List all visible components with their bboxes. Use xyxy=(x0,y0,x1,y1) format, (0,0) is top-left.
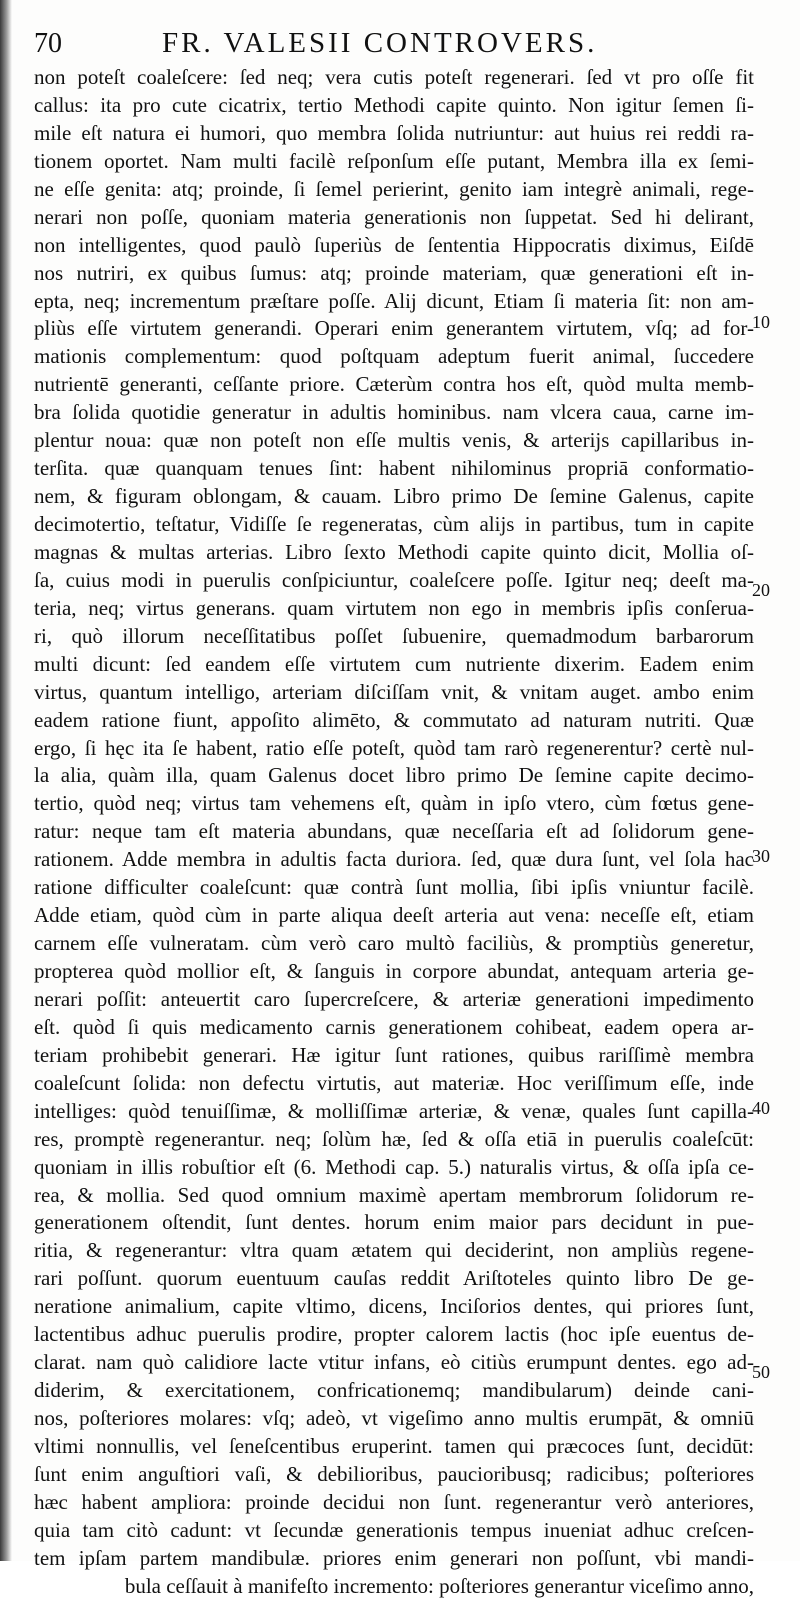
text-line: clarat. nam quò calidiore lacte vtitur infans, eò citiùs erumpunt dentes. ego ad- xyxy=(34,1350,754,1375)
text-line: ſunt enim anguſtiori vaſi, & debilioribus, paucioribusq; radicibus; poſteriores xyxy=(34,1461,754,1486)
text-line: teria, neq; virtus generans. quam virtutem non ego in membris ipſis conſerua- xyxy=(34,595,754,620)
text-line: plentur noua: quæ non poteſt non eſſe multis venis, & arterijs capillaribus in- xyxy=(34,428,754,453)
text-line: nos nutriri, ex quibus ſumus: atq; proinde materiam, quæ generationi eſt in- xyxy=(34,260,754,285)
text-line: carnem eſſe vulneratam. cùm verò caro multò faciliùs, & promptiùs generetur, xyxy=(34,931,754,956)
text-line: Adde etiam, quòd cùm in parte aliqua deeſt arteria aut vena: neceſſe eſt, etiam xyxy=(34,903,754,928)
text-line: nerari non poſſe, quoniam materia generationis non ſuppetat. Sed hi delirant, xyxy=(34,204,754,229)
text-line: pliùs eſſe virtutem generandi. Operari enim generantem virtutem, vſq; ad for- xyxy=(34,316,754,341)
text-line: nutrientē generanti, ceſſante priore. Cæterùm contra hos eſt, quòd multa memb- xyxy=(34,372,754,397)
text-line: diderim, & exercitationem, confricationemq; mandibularum) deinde cani- xyxy=(34,1378,754,1403)
text-line: rari poſſunt. quorum euentuum cauſas reddit Ariſtoteles quinto libro De ge- xyxy=(34,1266,754,1291)
margin-line-number: 20 xyxy=(752,580,770,600)
margin-line-number: 30 xyxy=(752,846,770,866)
text-line: epta, neq; incrementum præſtare poſſe. Alij dicunt, Etiam ſi materia ſit: non am- xyxy=(34,288,754,313)
text-line: quia tam citò cadunt: vt ſecundæ generationis tempus inueniat adhuc creſcen- xyxy=(34,1517,754,1542)
text-line: quoniam in illis robuſtior eſt (6. Methodi cap. 5.) naturalis virtus, & oſſa ipſa ce- xyxy=(34,1154,754,1179)
text-line: ritia, & regenerantur: vltra quam ætatem qui deciderint, non ampliùs regene- xyxy=(34,1238,754,1263)
text-line: non poteſt coaleſcere: ſed neq; vera cutis poteſt regenerari. ſed vt pro oſſe fit xyxy=(34,65,754,89)
text-line: callus: ita pro cute cicatrix, tertio Methodi capite quinto. Non igitur ſemen ſi- xyxy=(34,92,754,117)
margin-line-number: 10 xyxy=(752,312,770,332)
margin-line-number: 40 xyxy=(752,1098,770,1118)
text-line: ratione difficulter coaleſcunt: quæ contrà ſunt mollia, ſibi ipſis vniuntur facilè. xyxy=(34,875,754,900)
text-line: eadem ratione fiunt, appoſito alimēto, & commutato ad naturam nutriti. Quæ xyxy=(34,707,754,732)
text-line: tionem oportet. Nam multi facilè reſponſum eſſe putant, Membra illa ex ſemi- xyxy=(34,148,754,173)
catchword: bula ceſſauit à manifeſto incremento: poſteriores generantur viceſimo anno, xyxy=(124,1573,754,1598)
text-line: magnas & multas arterias. Libro ſexto Methodi capite quinto dicit, Mollia oſ- xyxy=(34,539,754,564)
text-line: la alia, quàm illa, quam Galenus docet libro primo De ſemine capite decimo- xyxy=(34,763,754,788)
text-line: tertio, quòd neq; virtus tam vehemens eſt, quàm in ipſo vtero, cùm fœtus gene- xyxy=(34,791,754,816)
text-line: ri, quò illorum neceſſitatibus poſſet ſubuenire, quemadmodum barbarorum xyxy=(34,623,754,648)
text-line: decimotertio, teſtatur, Vidiſſe ſe regeneratas, cùm alijs in partibus, tum in capite xyxy=(34,512,754,536)
text-line: hæc habent ampliora: proinde decidui non ſunt. regenerantur verò anteriores, xyxy=(34,1489,754,1514)
text-line: propterea quòd mollior eſt, & ſanguis in corpore abundat, antequam arteria ge- xyxy=(34,959,754,983)
page-number: 70 xyxy=(34,28,62,59)
text-line: non intelligentes, quod paulò ſuperiùs de ſententia Hippocratis diximus, Eiſdē xyxy=(34,232,754,257)
text-line: multi dicunt: ſed eandem eſſe virtutem cum nutriente dixerim. Eadem enim xyxy=(34,651,754,676)
text-line: ratur: neque tam eſt materia abundans, quæ neceſſaria eſt ad ſolidorum gene- xyxy=(34,819,754,844)
body-text xyxy=(34,64,754,1598)
text-line: virtus, quantum intelligo, arteriam diſciſſam vnit, & vnitam auget. ambo enim xyxy=(34,679,754,704)
text-line: lactentibus adhuc puerulis prodire, propter calorem lactis (hoc ipſe euentus de- xyxy=(34,1322,754,1347)
text-line: nem, & figuram oblongam, & cauam. Libro primo De ſemine Galenus, capite xyxy=(34,484,754,509)
text-line: neratione animalium, capite vltimo, dicens, Inciſorios dentes, qui priores ſunt, xyxy=(34,1294,754,1319)
text-line: ergo, ſi hęc ita ſe habent, ratio eſſe poteſt, quòd tam rarò regenerentur? certè nul- xyxy=(34,735,754,760)
text-line: tem ipſam partem mandibulæ. priores enim generari non poſſunt, vbi mandi- xyxy=(34,1545,754,1570)
page-header xyxy=(34,22,774,62)
text-line: res, promptè regenerantur. neq; ſolùm hæ, ſed & oſſa etiā in puerulis coaleſcūt: xyxy=(34,1126,754,1151)
text-line: teriam prohibebit generari. Hæ igitur ſunt rationes, quibus rariſſimè membra xyxy=(34,1042,754,1067)
text-line: eſt. quòd ſi quis medicamento carnis generationem cohibeat, eadem opera ar- xyxy=(34,1014,754,1039)
page-gutter-shadow xyxy=(0,0,12,1561)
text-line: intelliges: quòd tenuiſſimæ, & molliſſimæ arteriæ, & venæ, quales ſunt capilla- xyxy=(34,1098,754,1123)
margin-line-number: 50 xyxy=(752,1362,770,1382)
margin-line-numbers xyxy=(752,64,796,1554)
text-line: rea, & mollia. Sed quod omnium maximè apertam membrorum ſolidorum re- xyxy=(34,1182,754,1207)
text-line: generationem oſtendit, ſunt dentes. horum enim maior pars decidunt in pue- xyxy=(34,1210,754,1235)
text-line: rationem. Adde membra in adultis facta duriora. ſed, quæ dura ſunt, vel ſola hac xyxy=(34,847,754,872)
text-line: bra ſolida quotidie generatur in adultis hominibus. nam vlcera caua, carne im- xyxy=(34,400,754,425)
text-line: mile eſt natura ei humori, quo membra ſolida nutriuntur: aut huius rei reddi ra- xyxy=(34,120,754,145)
running-title: FR. VALESII CONTROVERS. xyxy=(162,27,598,59)
text-line: vltimi nonnullis, vel ſeneſcentibus eruperint. tamen qui præcoces ſunt, decidūt: xyxy=(34,1433,754,1458)
text-line: ſa, cuius modi in puerulis conſpiciuntur, coaleſcere poſſe. Igitur neq; deeſt ma- xyxy=(34,567,754,592)
text-line: mationis complementum: quod poſtquam adeptum fuerit animal, ſuccedere xyxy=(34,344,754,369)
text-line: nerari poſſit: anteuertit caro ſupercreſcere, & arteriæ generationi impedimento xyxy=(34,986,754,1011)
text-line: coaleſcunt ſolida: non defectu virtutis, aut materiæ. Hoc veriſſimum eſſe, inde xyxy=(34,1070,754,1095)
text-line: ne eſſe genita: atq; proinde, ſi ſemel perierint, genito iam integrè animali, rege- xyxy=(34,176,754,201)
text-line: terſita. quæ quanquam tenues ſint: habent nihilominus propriā conformatio- xyxy=(34,456,754,481)
text-line: nos, poſteriores molares: vſq; adeò, vt vigeſimo anno multis erumpāt, & omniū xyxy=(34,1406,754,1430)
